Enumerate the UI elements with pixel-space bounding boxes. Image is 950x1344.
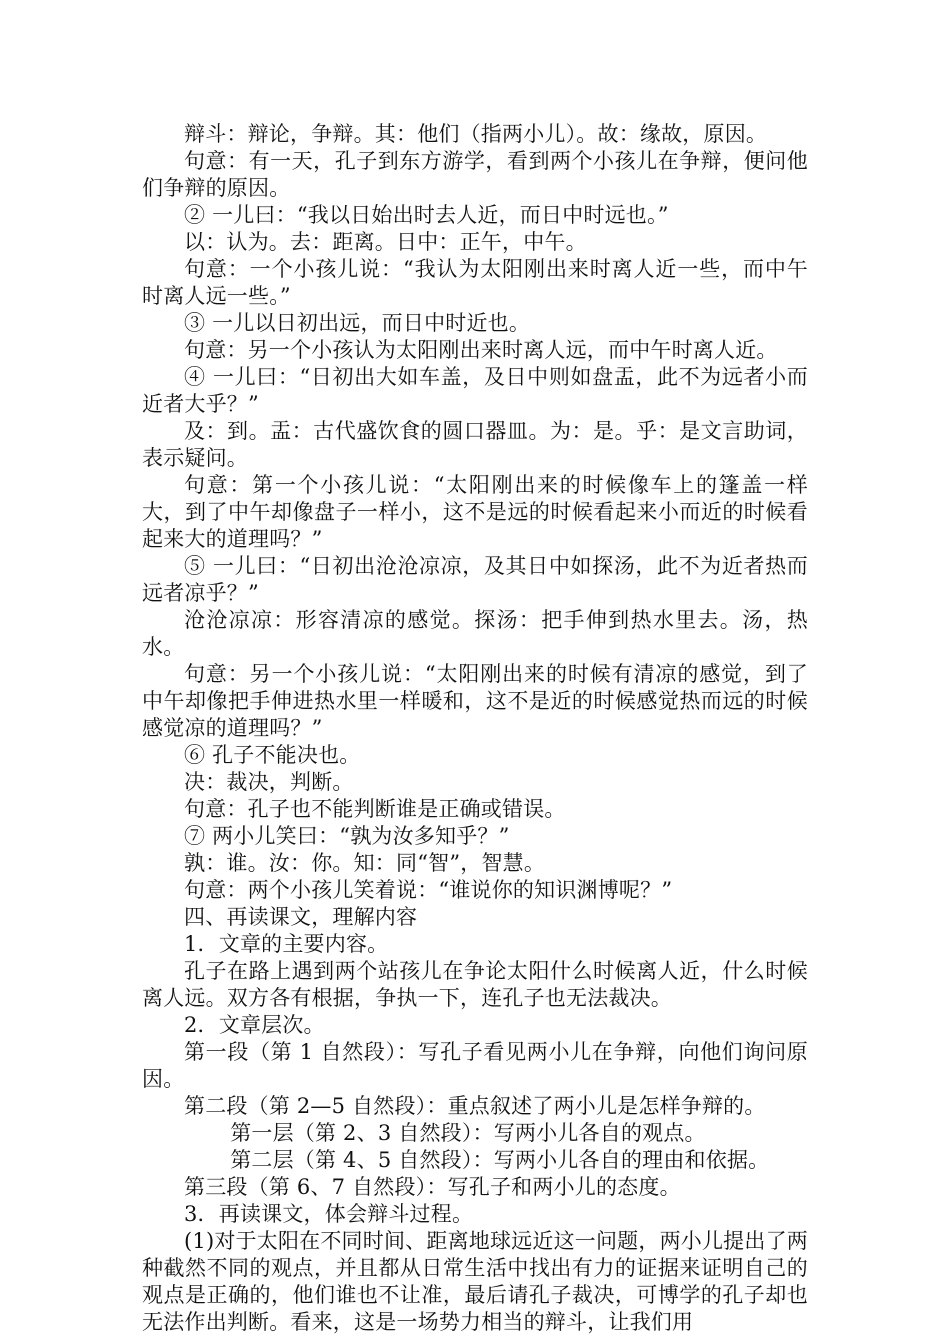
paragraph: 第三段（第 6、7 自然段）：写孔子和两小儿的态度。 xyxy=(184,1175,681,1199)
paragraph: 第二层（第 4、5 自然段）：写两小儿各自的理由和依据。 xyxy=(230,1148,770,1172)
paragraph: 辩斗：辩论，争辩。其：他们（指两小儿）。故：缘故，原因。 xyxy=(184,122,768,146)
paragraph: ③ 一儿以日初出远，而日中时近也。 xyxy=(184,311,531,335)
paragraph: 孔子在路上遇到两个站孩儿在争论太阳什么时候离人近，什么时候离人远。双方各有根据，争执一下，连孔子也无法裁决。 xyxy=(142,959,808,1010)
paragraph: ⑥ 孔子不能决也。 xyxy=(184,743,361,767)
paragraph: 第一层（第 2、3 自然段）：写两小儿各自的观点。 xyxy=(230,1121,706,1145)
document-body xyxy=(142,121,808,1336)
section-heading: 四、再读课文，理解内容 xyxy=(184,905,418,929)
paragraph: 第一段（第 1 自然段）：写孔子看见两小儿在争辩，向他们询问原因。 xyxy=(142,1040,808,1091)
subsection-heading: 3．再读课文，体会辩斗过程。 xyxy=(184,1202,474,1226)
paragraph: 句意：有一天，孔子到东方游学，看到两个小孩儿在争辩，便问他们争辩的原因。 xyxy=(142,149,808,200)
paragraph: ⑤ 一儿曰：“日初出沧沧凉凉，及其日中如探汤，此不为近者热而远者凉乎？” xyxy=(142,554,808,605)
paragraph: 句意：孔子也不能判断谁是正确或错误。 xyxy=(184,797,566,821)
paragraph: ⑦ 两小儿笑曰：“孰为汝多知乎？” xyxy=(184,824,510,848)
paragraph: ④ 一儿曰：“日初出大如车盖，及日中则如盘盂，此不为远者小而近者大乎？” xyxy=(142,365,808,416)
paragraph: 句意：第一个小孩儿说：“太阳刚出来的时候像车上的篷盖一样大，到了中午却像盘子一样小，这不是远的时候看起来小而近的时候看起来大的道理吗？” xyxy=(142,473,808,551)
paragraph: 决：裁决，判断。 xyxy=(184,770,354,794)
paragraph: 句意：两个小孩儿笑着说：“谁说你的知识渊博呢？” xyxy=(184,878,673,902)
subsection-heading: 2．文章层次。 xyxy=(184,1013,325,1037)
paragraph: 句意：一个小孩儿说：“我认为太阳刚出来时离人近一些，而中午时离人远一些。” xyxy=(142,257,808,308)
paragraph: (1)对于太阳在不同时间、距离地球远近这一问题，两小儿提出了两种截然不同的观点，并且都从日常生活中找出有力的证据来证明自己的观点是正确的，他们谁也不让准，最后请孔子裁决，可博学的孔子却也无法作出判断。看来，这是一场势力相当的辩斗，让我们用 xyxy=(142,1229,808,1334)
paragraph: 沧沧凉凉：形容清凉的感觉。探汤：把手伸到热水里去。汤，热水。 xyxy=(142,608,808,659)
paragraph: 及：到。盂：古代盛饮食的圆口器皿。为：是。乎：是文言助词，表示疑问。 xyxy=(142,419,808,470)
paragraph: 句意：另一个小孩认为太阳刚出来时离人远，而中午时离人近。 xyxy=(184,338,778,362)
paragraph: 句意：另一个小孩儿说：“太阳刚出来的时候有清凉的感觉，到了中午却像把手伸进热水里一样暖和，这不是近的时候感觉热而远的时候感觉凉的道理吗？” xyxy=(142,662,808,740)
paragraph: 孰：谁。汝：你。知：同“智”，智慧。 xyxy=(184,851,546,875)
paragraph: 第二段（第 2—5 自然段）：重点叙述了两小儿是怎样争辩的。 xyxy=(184,1094,766,1118)
subsection-heading: 1．文章的主要内容。 xyxy=(184,932,389,956)
paragraph: 以：认为。去：距离。日中：正午，中午。 xyxy=(184,230,587,254)
paragraph: ② 一儿曰：“我以日始出时去人近，而日中时远也。” xyxy=(184,203,669,227)
